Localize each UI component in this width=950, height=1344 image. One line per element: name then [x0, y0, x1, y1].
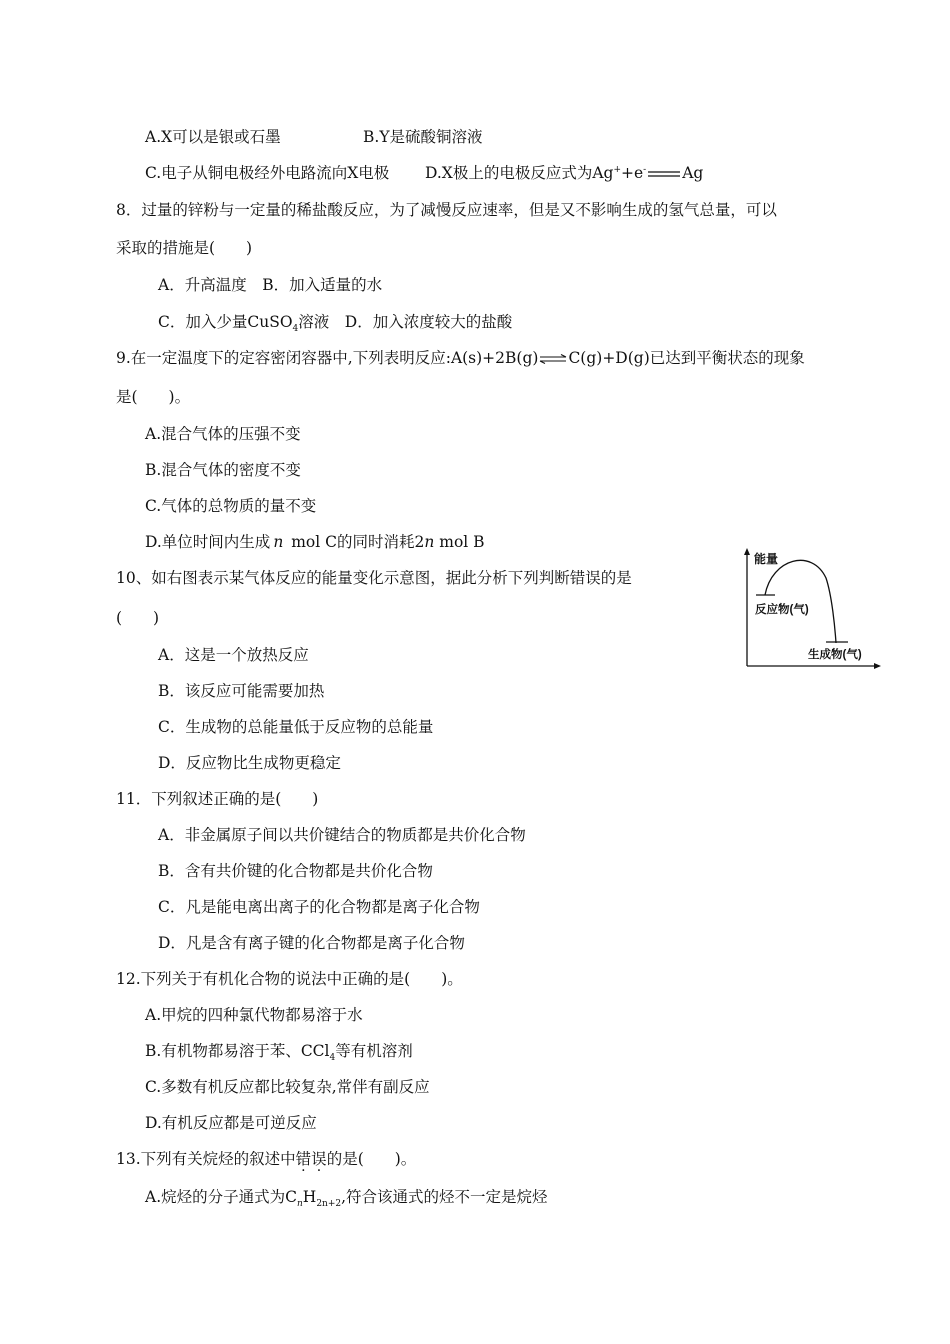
q12-option-a: A.甲烷的四种氯代物都易溶于水: [145, 1006, 363, 1024]
q12-stem: 12.下列关于有机化合物的说法中正确的是( )。: [116, 970, 463, 988]
q11-option-a: A．非金属原子间以共价键结合的物质都是共价化合物: [158, 826, 526, 844]
energy-axis-label: 能量: [754, 552, 779, 566]
q10-stem-line2: ( ): [116, 609, 160, 627]
q7-option-a: A.X可以是银或石墨: [145, 128, 281, 146]
equals-arrow-icon: [647, 169, 681, 179]
q13-option-a: A.烷烃的分子通式为$C_nH_{2n+2}$,符合该通式的烃不一定是烷烃: [145, 1188, 548, 1210]
q8-stem-line1: 8．过量的锌粉与一定量的稀盐酸反应，为了减慢反应速率，但是又不影响生成的氢气总量，可以: [116, 201, 777, 219]
q12-option-b: B.有机物都易溶于苯、CCl$_4$等有机溶剂: [145, 1042, 413, 1064]
q8-options-cd: C．加入少量CuSO$_4$溶液 D．加入浓度较大的盐酸: [158, 313, 513, 335]
equilibrium-arrow-icon: [538, 354, 568, 364]
q10-option-a: A．这是一个放热反应: [158, 646, 309, 664]
q8-options-ab: A．升高温度 B．加入适量的水: [158, 276, 383, 294]
reactant-label: 反应物(气): [755, 604, 809, 616]
energy-diagram: [742, 548, 882, 672]
x-axis-arrow-icon: [874, 663, 881, 669]
q8-stem-line2: 采取的措施是( ): [116, 239, 253, 257]
energy-curve: [765, 560, 836, 643]
q9-option-a: A.混合气体的压强不变: [145, 425, 301, 443]
q7-option-d: D.X极上的电极反应式为Ag++e- Ag: [425, 164, 704, 182]
q10-option-d: D．反应物比生成物更稳定: [158, 754, 341, 772]
q12-option-c: C.多数有机反应都比较复杂,常伴有副反应: [145, 1078, 430, 1096]
q11-option-d: D．凡是含有离子键的化合物都是离子化合物: [158, 934, 465, 952]
q10-option-c: C．生成物的总能量低于反应物的总能量: [158, 718, 434, 736]
q7-option-b: B.Y是硫酸铜溶液: [363, 128, 483, 146]
q9-option-d: D.单位时间内生成 n mol C的同时消耗2n mol B: [145, 533, 485, 551]
emphasis-char: 误: [311, 1150, 327, 1168]
y-axis-arrow-icon: [744, 548, 750, 555]
q9-stem-line2: 是( )。: [116, 388, 191, 406]
q9-option-b: B.混合气体的密度不变: [145, 461, 301, 479]
q9-stem-line1: 9.在一定温度下的定容密闭容器中,下列表明反应:A(s)+2B(g) C(g)+D(g)已达到平衡状态的现象: [116, 349, 805, 367]
q10-stem-line1: 10、如右图表示某气体反应的能量变化示意图，据此分析下列判断错误的是: [116, 569, 632, 587]
q11-option-b: B．含有共价键的化合物都是共价化合物: [158, 862, 433, 880]
q11-stem: 11．下列叙述正确的是( ): [116, 790, 319, 808]
q12-option-d: D.有机反应都是可逆反应: [145, 1114, 317, 1132]
q10-option-b: B．该反应可能需要加热: [158, 682, 325, 700]
q9-option-c: C.气体的总物质的量不变: [145, 497, 317, 515]
q11-option-c: C．凡是能电离出离子的化合物都是离子化合物: [158, 898, 480, 916]
q13-stem: 13.下列有关烷烃的叙述中错误的是( )。: [116, 1150, 417, 1168]
product-label: 生成物(气): [808, 649, 862, 661]
q7-option-c: C.电子从铜电极经外电路流向X电极: [145, 164, 390, 182]
emphasis-char: 错: [295, 1150, 312, 1168]
